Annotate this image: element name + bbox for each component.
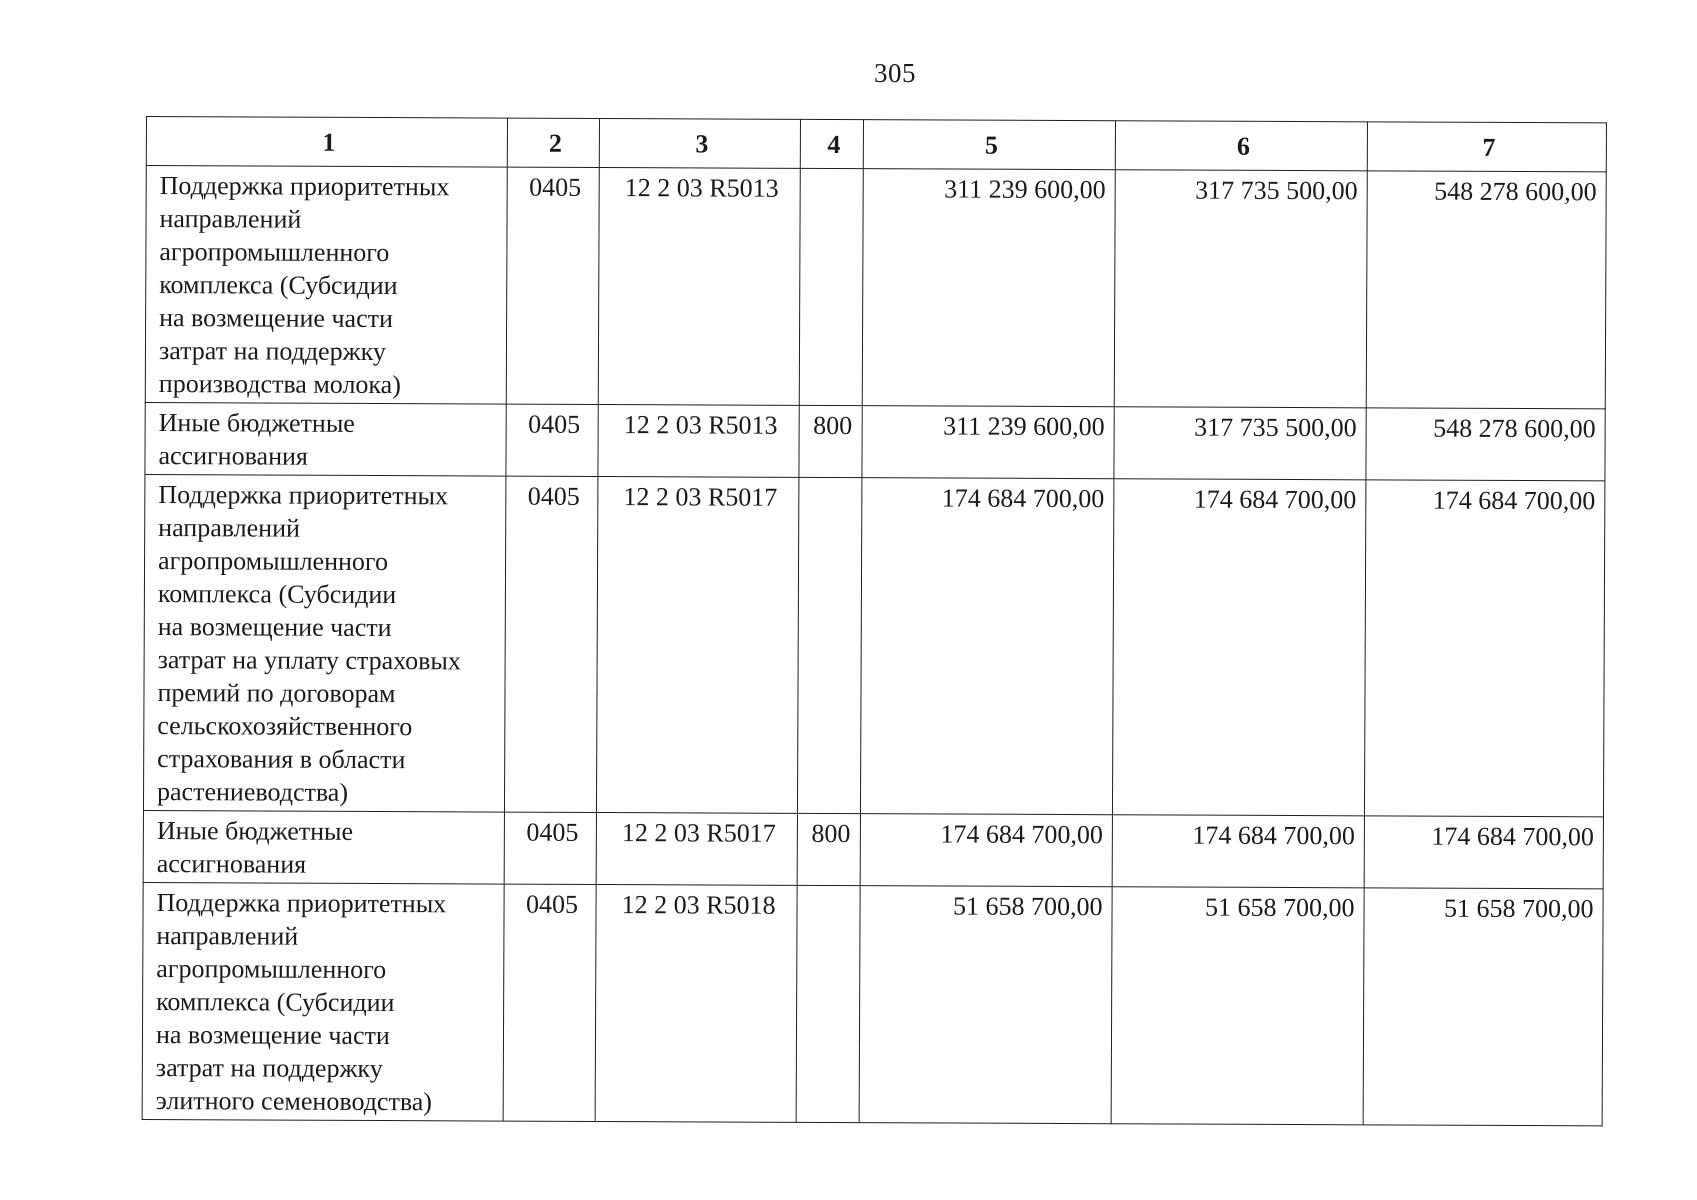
row-name-line: сельскохозяйственного	[157, 711, 413, 742]
row-name-line: Иные бюджетные	[156, 816, 354, 846]
header-col-1: 1	[146, 117, 507, 168]
row-name-line: комплекса (Субсидии	[157, 579, 397, 610]
row-value-col5: 174 684 700,00	[860, 814, 1112, 887]
row-expense-type-cell	[796, 885, 860, 1122]
row-section-cell: 0405	[504, 476, 597, 812]
row-value-col5: 51 658 700,00	[859, 886, 1112, 1124]
row-expense-type-cell: 800	[797, 813, 860, 885]
row-name-line: Поддержка приоритетных	[156, 888, 447, 919]
row-name-line: затрат на поддержку	[155, 1053, 383, 1084]
header-row	[146, 117, 1606, 172]
row-value-col6: 317 735 500,00	[1114, 170, 1367, 408]
row-name-line: агропромышленного	[157, 546, 389, 577]
row-value-col7: 548 278 600,00	[1366, 171, 1606, 409]
row-code-cell: 12 2 03 R5013	[598, 404, 799, 477]
row-name-line: на возмещение части	[155, 1020, 390, 1051]
header-col-3: 3	[599, 118, 800, 168]
row-name-line: на возмещение части	[159, 303, 393, 334]
row-value-col6: 174 684 700,00	[1112, 815, 1364, 888]
table-row	[143, 474, 1604, 816]
row-name-line: ассигнования	[158, 441, 308, 471]
row-expense-type-cell	[797, 477, 861, 813]
row-value-col5: 174 684 700,00	[860, 478, 1113, 815]
row-code-cell: 12 2 03 R5017	[596, 812, 797, 885]
row-code-cell: 12 2 03 R5017	[596, 476, 798, 813]
row-name-line: растениеводства)	[156, 777, 349, 807]
row-name-line: производства молока)	[158, 369, 401, 400]
row-name-line: агропромышленного	[159, 237, 390, 268]
row-code-cell: 12 2 03 R5013	[598, 167, 800, 405]
header-col-2: 2	[507, 118, 599, 167]
row-value-col5: 311 239 600,00	[862, 169, 1115, 407]
row-name-line: элитного семеноводства)	[155, 1086, 433, 1117]
row-name-cell	[142, 882, 504, 1121]
row-name-line: Поддержка приоритетных	[159, 171, 450, 202]
row-name-line: агропромышленного	[156, 954, 387, 985]
row-value-col7: 548 278 600,00	[1366, 408, 1605, 481]
row-value-col6: 174 684 700,00	[1112, 479, 1365, 816]
table-row	[143, 810, 1603, 888]
table-row	[145, 402, 1605, 480]
page-number: 305	[874, 58, 916, 88]
budget-table	[142, 116, 1607, 1126]
row-section-cell: 0405	[506, 404, 598, 476]
row-name-line: Поддержка приоритетных	[158, 480, 449, 511]
row-name-line: затрат на уплату страховых	[157, 645, 461, 676]
row-value-col6: 317 735 500,00	[1114, 407, 1366, 480]
row-value-col5: 311 239 600,00	[862, 406, 1114, 479]
row-name-line: ассигнования	[156, 849, 307, 879]
row-name-line: Иные бюджетные	[158, 408, 355, 438]
row-name-line: направлений	[159, 204, 302, 234]
row-name-line: на возмещение части	[157, 612, 392, 643]
row-section-cell: 0405	[506, 167, 599, 404]
row-code-cell: 12 2 03 R5018	[595, 884, 797, 1122]
row-name-cell	[145, 166, 507, 405]
table-row	[145, 166, 1606, 409]
header-col-7: 7	[1367, 122, 1606, 172]
row-name-cell	[143, 810, 504, 884]
row-expense-type-cell	[799, 168, 863, 405]
row-name-cell	[143, 474, 505, 812]
table-body	[142, 166, 1606, 1126]
table-row	[142, 882, 1603, 1125]
row-name-line: затрат на поддержку	[158, 336, 386, 367]
row-section-cell: 0405	[504, 812, 596, 884]
row-expense-type-cell: 800	[799, 405, 862, 477]
row-name-line: направлений	[158, 513, 301, 543]
row-name-line: комплекса (Субсидии	[159, 270, 398, 301]
row-value-col7: 51 658 700,00	[1363, 888, 1603, 1126]
table-header	[146, 117, 1606, 172]
row-name-line: направлений	[156, 921, 299, 951]
row-value-col6: 51 658 700,00	[1111, 887, 1364, 1125]
header-col-6: 6	[1115, 121, 1367, 171]
row-value-col7: 174 684 700,00	[1364, 816, 1603, 889]
row-name-cell	[145, 402, 506, 476]
header-col-5: 5	[863, 120, 1115, 170]
row-value-col7: 174 684 700,00	[1364, 480, 1604, 817]
row-section-cell: 0405	[503, 884, 596, 1121]
header-col-4: 4	[800, 119, 863, 168]
row-name-line: комплекса (Субсидии	[156, 987, 395, 1018]
row-name-line: страхования в области	[157, 744, 406, 775]
row-name-line: премий по договорам	[157, 678, 396, 709]
